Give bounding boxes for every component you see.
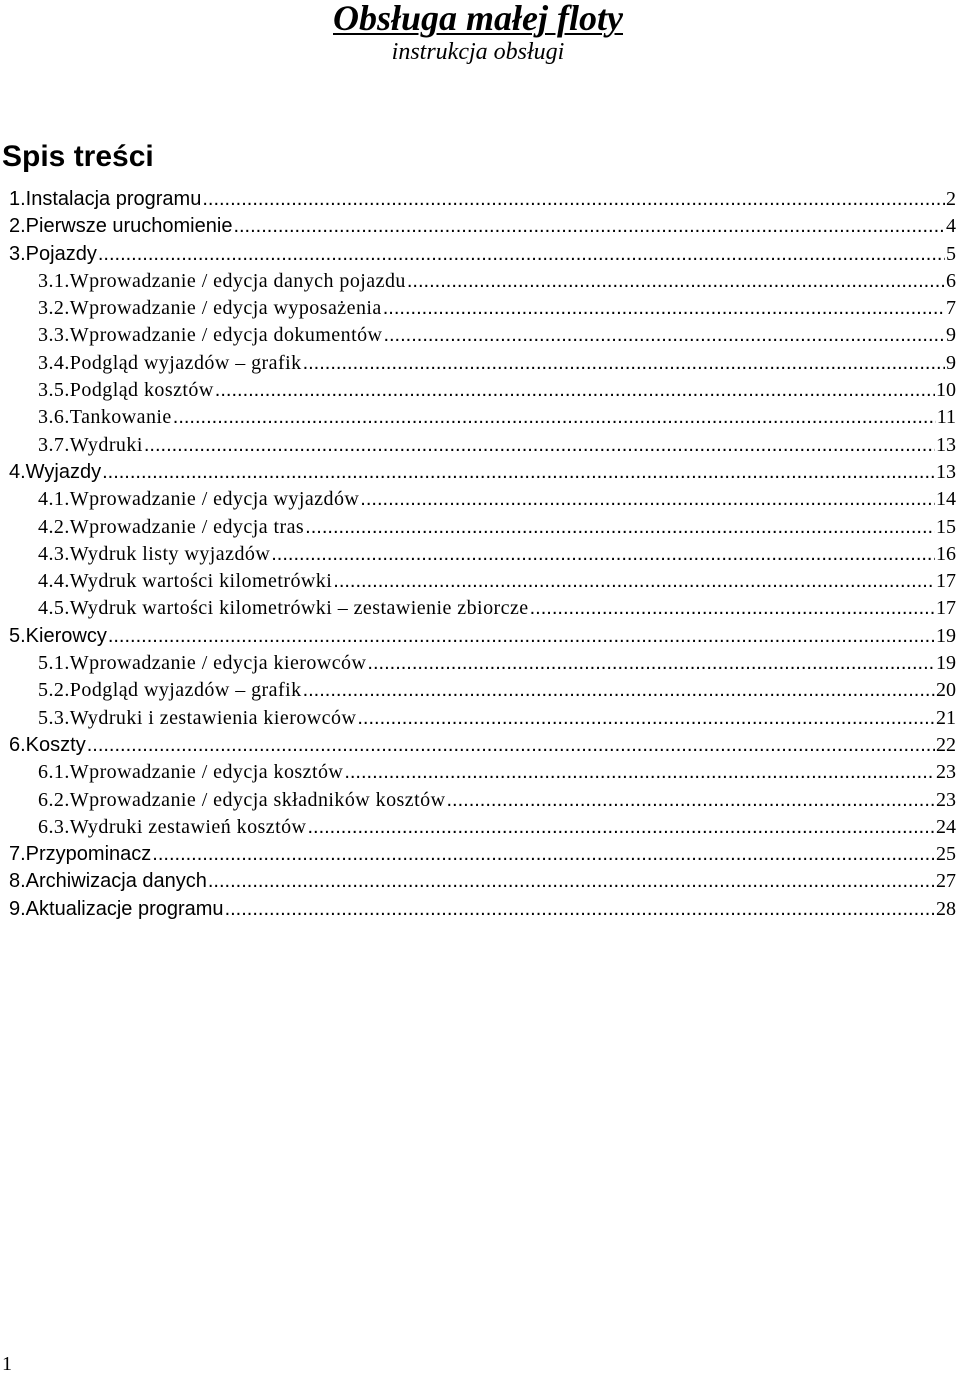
- toc-dot-leader: [383, 322, 945, 349]
- toc-dot-leader: [446, 787, 935, 814]
- toc-entry[interactable]: [0, 432, 960, 459]
- toc-entry[interactable]: [0, 896, 960, 923]
- toc-dot-leader: [108, 623, 935, 650]
- toc-entry-label: 6.1.Wprowadzanie / edycja kosztów: [38, 761, 344, 784]
- toc-entry-page: 4: [946, 215, 956, 238]
- toc-entry-page: 5: [946, 242, 956, 265]
- toc-entry-label: 9.Aktualizacje programu: [9, 897, 224, 920]
- toc-entry[interactable]: [0, 677, 960, 704]
- toc-entry-page: 16: [936, 542, 956, 565]
- toc-entry-page: 20: [936, 679, 956, 702]
- toc-entry-page: 6: [946, 269, 956, 292]
- toc-entry[interactable]: [0, 486, 960, 513]
- toc-dot-leader: [233, 213, 945, 240]
- toc-entry-page: 23: [936, 761, 956, 784]
- toc-entry-page: 27: [936, 870, 956, 893]
- toc-dot-leader: [98, 241, 945, 268]
- toc-entry-label: 4.1.Wprowadzanie / edycja wyjazdów: [38, 488, 360, 511]
- toc-dot-leader: [383, 295, 945, 322]
- toc-dot-leader: [344, 759, 935, 786]
- toc-entry-page: 11: [936, 406, 956, 429]
- toc-dot-leader: [530, 595, 935, 622]
- toc-entry[interactable]: [0, 322, 960, 349]
- toc-entry-page: 21: [936, 706, 956, 729]
- toc-dot-leader: [333, 568, 935, 595]
- toc-dot-leader: [307, 814, 935, 841]
- toc-list: [0, 186, 960, 923]
- toc-entry-page: 14: [936, 488, 956, 511]
- toc-entry[interactable]: [0, 787, 960, 814]
- toc-entry-label: 4.5.Wydruk wartości kilometrówki – zestawienie zbiorcze: [38, 597, 529, 620]
- toc-dot-leader: [360, 486, 935, 513]
- toc-entry-page: 17: [936, 570, 956, 593]
- toc-entry[interactable]: [0, 350, 960, 377]
- toc-dot-leader: [87, 732, 935, 759]
- toc-dot-leader: [357, 705, 935, 732]
- toc-entry-label: 3.6.Tankowanie: [38, 406, 172, 429]
- toc-entry-page: 24: [936, 815, 956, 838]
- toc-entry-page: 28: [936, 897, 956, 920]
- toc-dot-leader: [152, 841, 935, 868]
- toc-dot-leader: [305, 514, 935, 541]
- toc-entry-label: 4.Wyjazdy: [9, 460, 102, 483]
- toc-entry[interactable]: [0, 759, 960, 786]
- toc-entry-label: 5.Kierowcy: [9, 624, 107, 647]
- toc-entry-label: 2.Pierwsze uruchomienie: [9, 215, 233, 238]
- toc-entry-page: 17: [936, 597, 956, 620]
- toc-dot-leader: [202, 186, 945, 213]
- document-title: Obsługa małej floty: [333, 0, 623, 38]
- toc-entry-label: 7.Przypominacz: [9, 843, 152, 866]
- toc-entry[interactable]: [0, 650, 960, 677]
- toc-entry-page: 9: [946, 351, 956, 374]
- toc-dot-leader: [407, 268, 945, 295]
- toc-dot-leader: [303, 677, 935, 704]
- toc-entry-label: 6.3.Wydruki zestawień kosztów: [38, 815, 307, 838]
- toc-entry-label: 4.3.Wydruk listy wyjazdów: [38, 542, 271, 565]
- toc-entry[interactable]: [0, 568, 960, 595]
- toc-dot-leader: [215, 377, 935, 404]
- toc-entry[interactable]: [0, 595, 960, 622]
- toc-entry-label: 3.3.Wprowadzanie / edycja dokumentów: [38, 324, 383, 347]
- toc-entry[interactable]: [0, 268, 960, 295]
- toc-entry-page: 22: [936, 733, 956, 756]
- toc-entry-page: 7: [946, 297, 956, 320]
- toc-entry-page: 25: [936, 843, 956, 866]
- toc-entry[interactable]: [0, 295, 960, 322]
- toc-entry[interactable]: [0, 814, 960, 841]
- toc-entry[interactable]: [0, 841, 960, 868]
- toc-entry-label: 6.Koszty: [9, 733, 86, 756]
- toc-entry[interactable]: [0, 459, 960, 486]
- page-number: 1: [2, 1353, 12, 1375]
- toc-entry-label: 1.Instalacja programu: [9, 188, 202, 210]
- document-subtitle: instrukcja obsługi: [391, 39, 565, 65]
- toc-entry-label: 3.5.Podgląd kosztów: [38, 379, 214, 402]
- toc-entry[interactable]: [0, 186, 960, 213]
- toc-entry[interactable]: [0, 732, 960, 759]
- toc-entry-label: 3.1.Wprowadzanie / edycja danych pojazdu: [38, 269, 406, 292]
- toc-dot-leader: [367, 650, 935, 677]
- toc-dot-leader: [102, 459, 935, 486]
- toc-entry-label: 6.2.Wprowadzanie / edycja składników kosztów: [38, 788, 446, 811]
- toc-entry[interactable]: [0, 377, 960, 404]
- toc-dot-leader: [208, 868, 935, 895]
- toc-entry[interactable]: [0, 514, 960, 541]
- toc-entry-page: 19: [936, 624, 956, 647]
- toc-entry[interactable]: [0, 241, 960, 268]
- toc-entry-page: 15: [936, 515, 956, 538]
- toc-dot-leader: [303, 350, 945, 377]
- toc-entry[interactable]: [0, 213, 960, 240]
- toc-entry-page: 19: [936, 652, 956, 675]
- toc-entry-label: 5.1.Wprowadzanie / edycja kierowców: [38, 652, 367, 675]
- toc-heading: Spis treści: [2, 140, 154, 173]
- toc-entry-label: 5.3.Wydruki i zestawienia kierowców: [38, 706, 357, 729]
- toc-entry-label: 4.4.Wydruk wartości kilometrówki: [38, 570, 333, 593]
- toc-entry-label: 4.2.Wprowadzanie / edycja tras: [38, 515, 305, 538]
- toc-entry-page: 13: [936, 433, 956, 456]
- toc-dot-leader: [173, 404, 936, 431]
- toc-entry-page: 23: [936, 788, 956, 811]
- toc-entry[interactable]: [0, 404, 960, 431]
- toc-entry-page: 13: [936, 460, 956, 483]
- toc-entry-label: 3.4.Podgląd wyjazdów – grafik: [38, 351, 302, 374]
- toc-entry-page: 10: [936, 379, 956, 402]
- toc-entry-label: 3.7.Wydruki: [38, 433, 143, 456]
- toc-dot-leader: [225, 896, 935, 923]
- toc-dot-leader: [271, 541, 935, 568]
- toc-entry[interactable]: [0, 623, 960, 650]
- toc-entry[interactable]: [0, 541, 960, 568]
- toc-entry-label: 5.2.Podgląd wyjazdów – grafik: [38, 679, 302, 702]
- toc-entry-page: 2: [946, 188, 956, 210]
- toc-entry-page: 9: [946, 324, 956, 347]
- toc-entry-label: 3.Pojazdy: [9, 242, 97, 265]
- toc-entry-label: 3.2.Wprowadzanie / edycja wyposażenia: [38, 297, 382, 320]
- toc-entry[interactable]: [0, 705, 960, 732]
- toc-entry[interactable]: [0, 868, 960, 895]
- toc-entry-label: 8.Archiwizacja danych: [9, 870, 207, 893]
- toc-dot-leader: [144, 432, 935, 459]
